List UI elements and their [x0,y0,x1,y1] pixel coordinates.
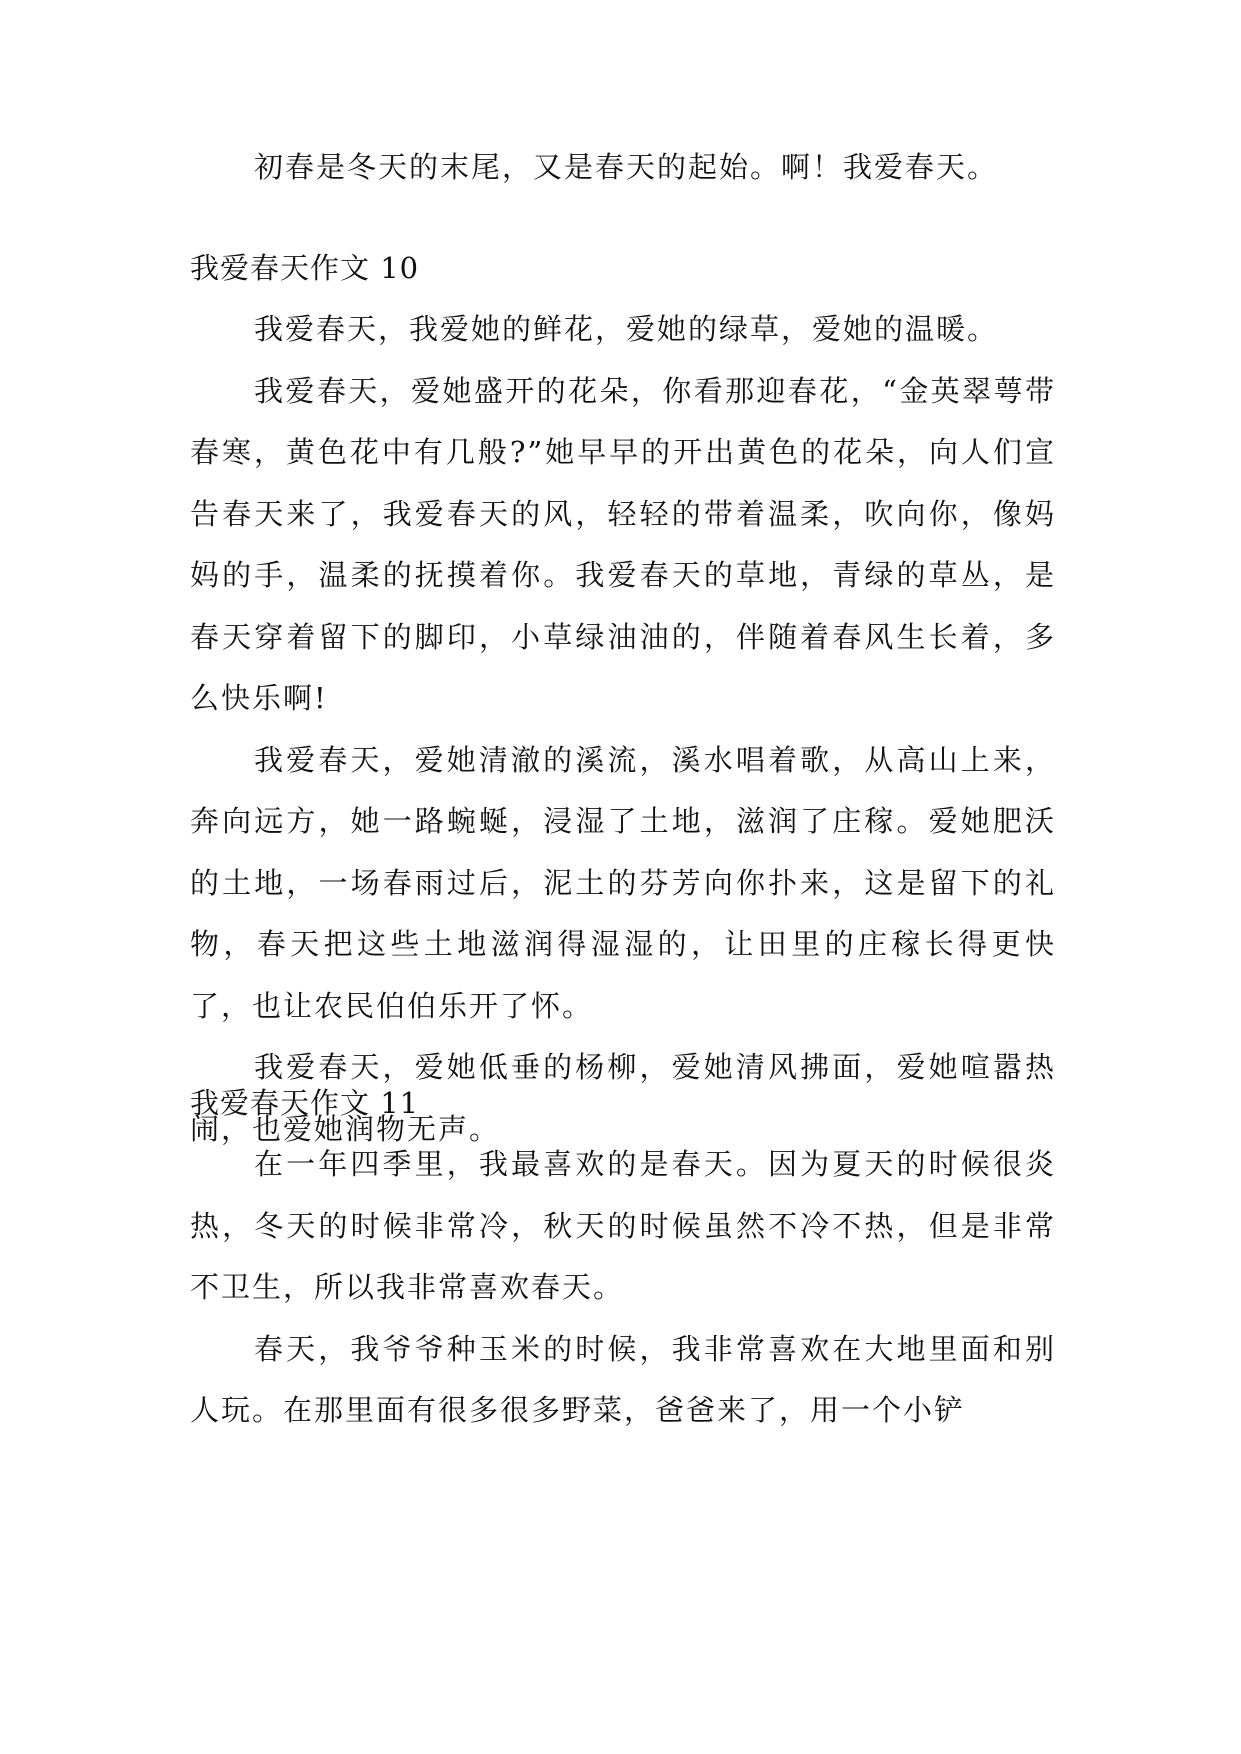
section-10-paragraph: 我爱春天，爱她低垂的杨柳，爱她清风拂面，爱她喧嚣热闹，也爱她润物无声。 [190,1050,1056,1146]
intro-paragraph: 初春是冬天的末尾，又是春天的起始。啊！我爱春天。 [254,150,999,184]
section-10-paragraph: 我爱春天，爱她清澈的溪流，溪水唱着歌，从高山上来，奔向远方，她一路蜿蜒，浸湿了土地，滋润了庄稼。爱她肥沃的土地，一场春雨过后，泥土的芬芳向你扑来，这是留下的礼物，春天把这些土地滋润得湿湿的，让田里的庄稼长得更快了，也让农民伯伯乐开了怀。 [190,742,1056,1023]
section-10-heading: 我爱春天作文 10 [190,251,420,285]
section-10-paragraph: 我爱春天，我爱她的鲜花，爱她的绿草，爱她的温暖。 [254,312,999,346]
section-11-heading: 我爱春天作文 11 [190,1086,420,1120]
section-10-paragraph: 我爱春天，爱她盛开的花朵，你看那迎春花，“金英翠萼带春寒，黄色花中有几般?”她早早的开出黄色的花朵，向人们宣告春天来了，我爱春天的风，轻轻的带着温柔，吹向你，像妈妈的手，温柔的抚摸着你。我爱春天的草地，青绿的草丛，是春天穿着留下的脚印，小草绿油油的，伴随着春风生长着，多么快乐啊! [190,373,1056,715]
section-11-paragraph: 在一年四季里，我最喜欢的是春天。因为夏天的时候很炎热，冬天的时候非常冷，秋天的时候虽然不冷不热，但是非常不卫生，所以我非常喜欢春天。 [190,1147,1056,1304]
section-10-body [190,299,1056,1160]
intro-block [190,137,1056,199]
section-11-paragraph: 春天，我爷爷种玉米的时候，我非常喜欢在大地里面和别人玩。在那里面有很多很多野菜，爸爸来了，用一个小铲 [190,1331,1056,1427]
section-11-body [190,1134,1056,1442]
